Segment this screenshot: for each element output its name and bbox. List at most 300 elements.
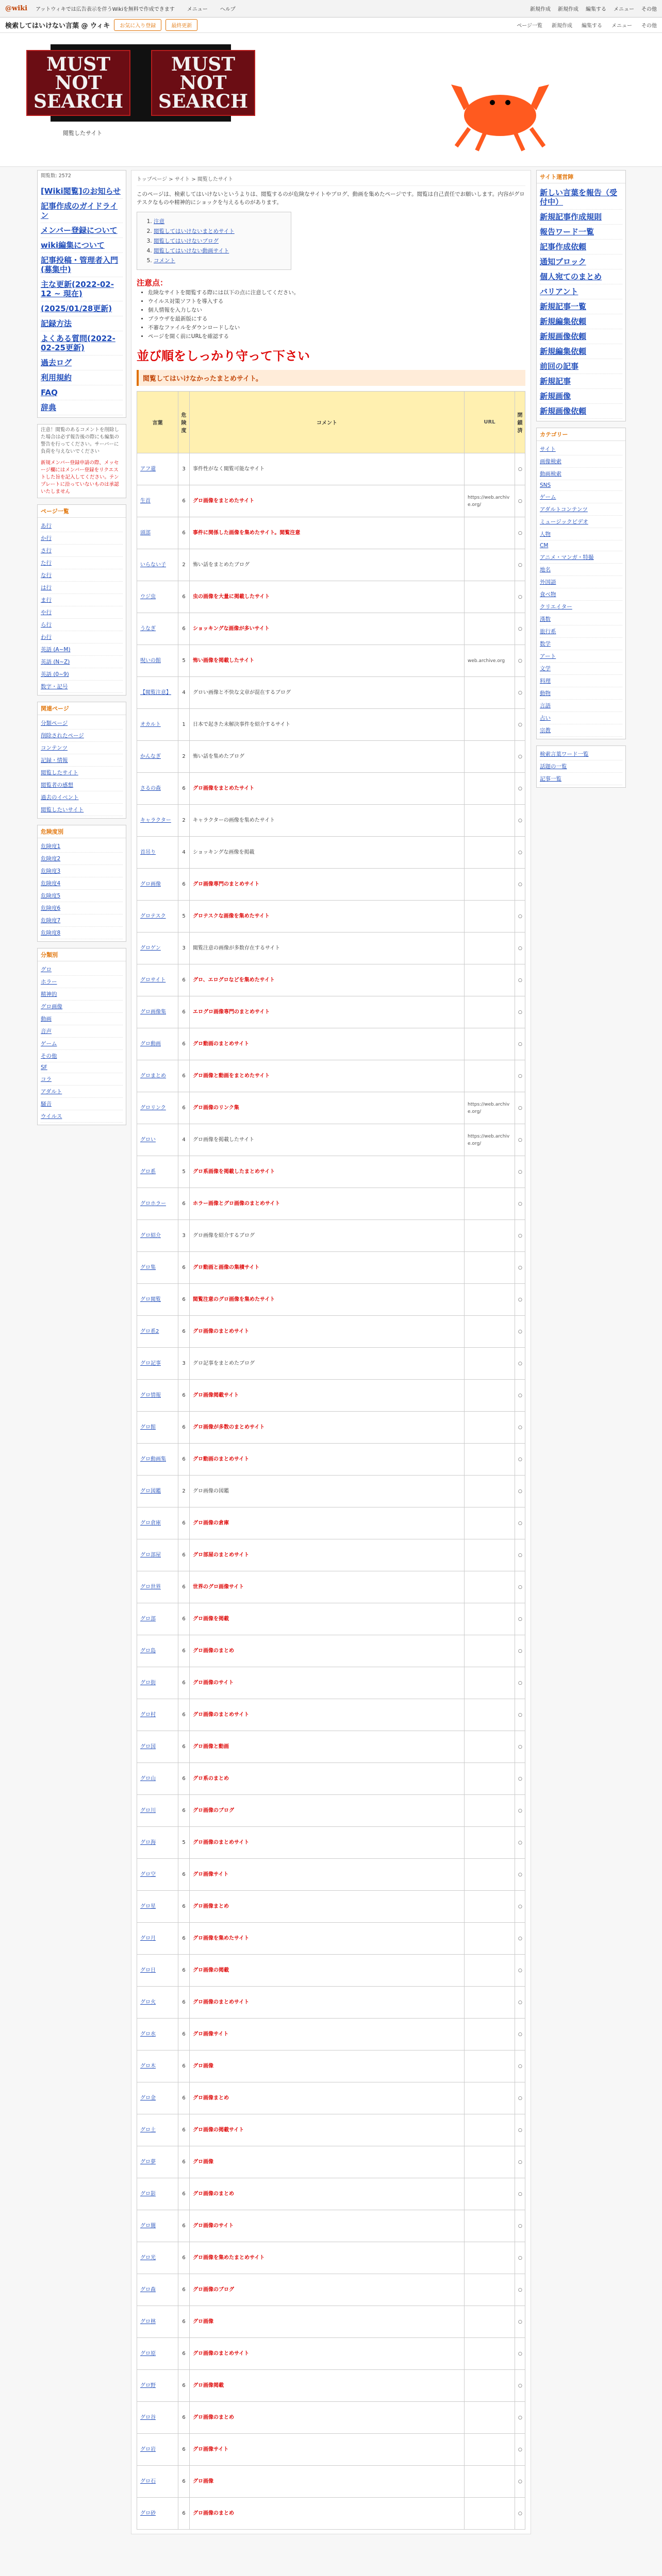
row-url[interactable] <box>465 837 515 869</box>
left-menu-item-link[interactable]: 記事作成のガイドライン <box>41 201 118 220</box>
tag-item-link[interactable]: 危険度8 <box>41 930 61 936</box>
row-url[interactable] <box>465 1667 515 1699</box>
tag-item[interactable] <box>41 840 123 853</box>
row-url[interactable] <box>465 709 515 741</box>
related-item-link[interactable]: 削除されたページ <box>41 733 84 739</box>
tag-item[interactable] <box>41 902 123 914</box>
row-name[interactable] <box>137 1635 178 1667</box>
row-url[interactable] <box>465 2178 515 2210</box>
row-name-link[interactable]: グロ野 <box>140 2382 156 2388</box>
related-item[interactable] <box>41 804 123 816</box>
genre-item-link[interactable]: 騒音 <box>41 1101 52 1107</box>
row-name[interactable] <box>137 1028 178 1060</box>
genre-item-link[interactable]: 動画 <box>41 1016 52 1022</box>
row-url[interactable] <box>465 2338 515 2370</box>
row-url[interactable] <box>465 2210 515 2242</box>
category-item-link[interactable]: 数学 <box>540 641 551 647</box>
row-url[interactable] <box>465 2146 515 2178</box>
right-big-item[interactable] <box>540 210 622 225</box>
right-big-item-link[interactable]: 記事作成依頼 <box>540 242 587 251</box>
right-big-item-link[interactable]: 新規記事作成規則 <box>540 212 602 222</box>
row-name[interactable] <box>137 869 178 901</box>
category-item[interactable] <box>540 675 622 687</box>
category-item[interactable] <box>540 455 622 468</box>
category-item-link[interactable]: SNS <box>540 482 551 488</box>
row-url[interactable] <box>465 2434 515 2466</box>
left-menu-item[interactable] <box>41 223 123 238</box>
left-menu-item[interactable] <box>41 355 123 370</box>
genre-item[interactable] <box>41 1073 123 1086</box>
right-big-item-link[interactable]: 新規画像依頼 <box>540 406 587 416</box>
row-name[interactable] <box>137 2019 178 2050</box>
category-item-link[interactable]: サイト <box>540 446 556 452</box>
category-item-link[interactable]: CM <box>540 543 549 549</box>
row-name[interactable] <box>137 1923 178 1955</box>
row-name[interactable] <box>137 1156 178 1188</box>
row-name-link[interactable]: グロ森 <box>140 2286 156 2293</box>
category-item-link[interactable]: アート <box>540 653 556 659</box>
row-name-link[interactable]: グロ情報 <box>140 1392 161 1398</box>
right-big-item-link[interactable]: 新規編集依頼 <box>540 347 587 356</box>
row-name-link[interactable]: グロ海 <box>140 1839 156 1845</box>
category-item-link[interactable]: 文学 <box>540 666 551 672</box>
category-item[interactable] <box>540 724 622 737</box>
index-item[interactable] <box>41 582 123 594</box>
related-item[interactable] <box>41 779 123 791</box>
row-name-link[interactable]: グロ木 <box>140 2063 156 2069</box>
tag-item[interactable] <box>41 914 123 927</box>
left-menu-item[interactable] <box>41 385 123 400</box>
row-name-link[interactable]: グロ動画 <box>140 1041 161 1047</box>
tag-item-link[interactable]: 危険度7 <box>41 918 61 924</box>
left-menu-item[interactable] <box>41 331 123 355</box>
tag-item[interactable] <box>41 877 123 890</box>
genre-item[interactable] <box>41 1086 123 1098</box>
right-big-item-link[interactable]: 新規画像依頼 <box>540 332 587 341</box>
row-url[interactable] <box>465 677 515 709</box>
genre-item-link[interactable]: 精神的 <box>41 991 57 997</box>
row-url[interactable] <box>465 2019 515 2050</box>
genre-item[interactable] <box>41 1050 123 1062</box>
category-item[interactable] <box>540 576 622 588</box>
index-item[interactable] <box>41 681 123 693</box>
row-name[interactable] <box>137 1955 178 1987</box>
index-item-link[interactable]: ま行 <box>41 597 52 603</box>
right-link-item-link[interactable]: 検索言葉ワード一覧 <box>540 751 589 757</box>
row-name[interactable] <box>137 2082 178 2114</box>
genre-item[interactable] <box>41 1038 123 1050</box>
row-name-link[interactable]: グロまとめ <box>140 1073 166 1079</box>
row-url[interactable] <box>465 1188 515 1220</box>
row-name[interactable] <box>137 1284 178 1316</box>
row-name[interactable] <box>137 1763 178 1795</box>
row-url[interactable] <box>465 1955 515 1987</box>
index-item[interactable] <box>41 668 123 681</box>
row-name[interactable] <box>137 581 178 613</box>
genre-item-link[interactable]: ゲーム <box>41 1041 57 1047</box>
row-url[interactable] <box>465 964 515 996</box>
left-menu-item-link[interactable]: 利用規約 <box>41 373 72 382</box>
row-name-link[interactable]: グロ街 <box>140 1680 156 1686</box>
row-name-link[interactable]: グロ記事 <box>140 1360 161 1366</box>
header-dead[interactable]: 閉鎖済 <box>515 392 525 453</box>
row-name-link[interactable]: グロ金 <box>140 2095 156 2101</box>
row-name[interactable] <box>137 1731 178 1763</box>
row-url[interactable] <box>465 2466 515 2498</box>
index-item[interactable] <box>41 557 123 569</box>
category-item-link[interactable]: 占い <box>540 715 551 721</box>
menu-link[interactable]: メニュー <box>611 23 632 29</box>
row-url[interactable] <box>465 2274 515 2306</box>
row-name[interactable] <box>137 773 178 805</box>
row-url[interactable] <box>465 549 515 581</box>
row-name-link[interactable]: グロ図鑑 <box>140 1488 161 1494</box>
toc-item-link[interactable]: コメント <box>154 258 175 264</box>
left-menu-item[interactable] <box>41 301 123 316</box>
row-name[interactable] <box>137 1571 178 1603</box>
row-name-link[interactable]: グロ島 <box>140 1648 156 1654</box>
row-name-link[interactable]: グロサイト <box>140 977 166 983</box>
row-name[interactable] <box>137 1603 178 1635</box>
row-name[interactable] <box>137 613 178 645</box>
tag-item-link[interactable]: 危険度6 <box>41 905 61 911</box>
row-name-link[interactable]: 首吊り <box>140 849 156 855</box>
row-name-link[interactable]: グロ倉庫 <box>140 1520 161 1526</box>
row-url[interactable]: web.archive.org <box>465 645 515 677</box>
genre-item[interactable] <box>41 988 123 1001</box>
tag-item-link[interactable]: 危険度5 <box>41 893 61 899</box>
category-item[interactable] <box>540 712 622 724</box>
category-item-link[interactable]: ミュージックビデオ <box>540 519 588 525</box>
row-url[interactable] <box>465 1348 515 1380</box>
category-item-link[interactable]: 動画検索 <box>540 471 561 477</box>
row-name-link[interactable]: グロ系2 <box>140 1328 159 1334</box>
toc-item-link[interactable]: 閲覧してはいけないまとめサイト <box>154 228 235 234</box>
row-url[interactable] <box>465 1763 515 1795</box>
category-item-link[interactable]: 料理 <box>540 678 551 684</box>
row-url[interactable] <box>465 1476 515 1507</box>
row-name[interactable] <box>137 2114 178 2146</box>
row-name[interactable] <box>137 2402 178 2434</box>
category-item[interactable] <box>540 503 622 516</box>
row-name-link[interactable]: グロ川 <box>140 1807 156 1814</box>
category-item[interactable] <box>540 613 622 625</box>
row-name-link[interactable]: 【閲覧注意】 <box>140 689 171 696</box>
category-item-link[interactable]: 宗教 <box>540 727 551 734</box>
category-item-link[interactable]: アニメ・マンガ・特撮 <box>540 554 594 561</box>
left-menu-item-link[interactable]: よくある質問(2022-02-25更新) <box>41 334 115 352</box>
row-name-link[interactable]: グロ原 <box>140 2350 156 2357</box>
row-name[interactable] <box>137 1827 178 1859</box>
row-url[interactable] <box>465 1444 515 1476</box>
index-item-link[interactable]: 数字・記号 <box>41 684 68 690</box>
toc-item[interactable] <box>154 256 284 265</box>
row-name[interactable] <box>137 453 178 485</box>
row-url[interactable]: https://web.archive.org/ <box>465 485 515 517</box>
row-url[interactable] <box>465 1571 515 1603</box>
related-item[interactable] <box>41 742 123 754</box>
row-name-link[interactable]: 生首 <box>140 498 151 504</box>
toc-item[interactable] <box>154 236 284 246</box>
row-name-link[interactable]: グロ山 <box>140 1775 156 1782</box>
right-big-item-link[interactable]: 前回の記事 <box>540 362 579 371</box>
row-name-link[interactable]: さるの森 <box>140 785 161 791</box>
atwiki-logo[interactable]: @wiki <box>5 5 28 12</box>
row-name[interactable] <box>137 1220 178 1252</box>
row-url[interactable] <box>465 1987 515 2019</box>
left-menu-item-link[interactable]: FAQ <box>41 388 58 397</box>
row-name[interactable] <box>137 1667 178 1699</box>
row-name-link[interactable]: グロ星 <box>140 1903 156 1909</box>
toc-item-link[interactable]: 注意 <box>154 218 164 225</box>
row-name-link[interactable]: キャラクター <box>140 817 171 823</box>
row-url[interactable] <box>465 581 515 613</box>
toc-item[interactable] <box>154 226 284 236</box>
right-link-item[interactable] <box>540 760 622 773</box>
right-big-item[interactable] <box>540 389 622 404</box>
row-url[interactable] <box>465 901 515 933</box>
row-url[interactable] <box>465 1380 515 1412</box>
row-url[interactable] <box>465 1603 515 1635</box>
row-name[interactable] <box>137 996 178 1028</box>
related-item[interactable] <box>41 730 123 742</box>
right-big-item-link[interactable]: 新しい言葉を報告（受付中） <box>540 188 618 207</box>
row-url[interactable] <box>465 1284 515 1316</box>
row-url[interactable] <box>465 1699 515 1731</box>
genre-item-link[interactable]: 音声 <box>41 1028 52 1035</box>
row-url[interactable] <box>465 1220 515 1252</box>
right-link-item[interactable] <box>540 773 622 785</box>
left-menu-item-link[interactable]: wiki編集について <box>41 241 105 250</box>
genre-item[interactable] <box>41 1013 123 1025</box>
category-item[interactable] <box>540 491 622 503</box>
top-menu-item[interactable]: メニュー <box>187 7 208 12</box>
row-name-link[interactable]: グロ世界 <box>140 1584 161 1590</box>
top-right-item[interactable]: 編集する <box>586 7 606 12</box>
row-name-link[interactable]: グロ日 <box>140 1967 156 1973</box>
right-link-item[interactable] <box>540 748 622 760</box>
row-name[interactable] <box>137 2466 178 2498</box>
category-item-link[interactable]: 外国語 <box>540 579 556 585</box>
row-name-link[interactable]: グロ火 <box>140 1999 156 2005</box>
row-name-link[interactable]: グロ系 <box>140 1168 156 1175</box>
category-item[interactable] <box>540 625 622 638</box>
row-name-link[interactable]: ウジ虫 <box>140 594 156 600</box>
row-url[interactable] <box>465 1923 515 1955</box>
left-menu-item-link[interactable]: (2025/01/28更新) <box>41 304 112 313</box>
row-name-link[interactable]: グロ砂 <box>140 2510 156 2516</box>
row-url[interactable] <box>465 869 515 901</box>
right-big-item[interactable] <box>540 240 622 255</box>
genre-item[interactable] <box>41 963 123 976</box>
category-item[interactable] <box>540 638 622 650</box>
right-big-item[interactable] <box>540 185 622 210</box>
row-name[interactable] <box>137 677 178 709</box>
row-name-link[interactable]: グロ村 <box>140 1711 156 1718</box>
row-name-link[interactable]: グロ闇 <box>140 2223 156 2229</box>
right-big-item[interactable] <box>540 225 622 240</box>
index-item[interactable] <box>41 532 123 545</box>
row-name[interactable] <box>137 517 178 549</box>
row-url[interactable] <box>465 1060 515 1092</box>
genre-item-link[interactable]: グロ <box>41 967 52 973</box>
row-name[interactable] <box>137 2210 178 2242</box>
index-item[interactable] <box>41 631 123 643</box>
row-name[interactable] <box>137 1092 178 1124</box>
row-url[interactable] <box>465 517 515 549</box>
left-menu-item[interactable] <box>41 253 123 277</box>
header-level[interactable]: 危険度 <box>178 392 190 453</box>
favorite-button[interactable]: お気に入り登録 <box>114 19 161 31</box>
index-item-link[interactable]: 英語 (A~M) <box>41 647 71 653</box>
genre-item-link[interactable]: ウイルス <box>41 1113 62 1120</box>
tag-item-link[interactable]: 危険度2 <box>41 856 61 862</box>
header-comment[interactable]: コメント <box>190 392 465 453</box>
row-name[interactable] <box>137 2434 178 2466</box>
wiki-name[interactable]: 検索してはいけない言葉 @ ウィキ <box>5 22 110 30</box>
row-name-link[interactable]: グロ光 <box>140 2255 156 2261</box>
category-item[interactable] <box>540 551 622 564</box>
row-name[interactable] <box>137 1380 178 1412</box>
row-name[interactable] <box>137 741 178 773</box>
related-item-link[interactable]: 過去のイベント <box>41 794 79 801</box>
row-url[interactable] <box>465 2050 515 2082</box>
row-url[interactable] <box>465 773 515 805</box>
row-url[interactable] <box>465 2114 515 2146</box>
index-item-link[interactable]: 英語 (N~Z) <box>41 659 70 665</box>
row-name[interactable] <box>137 2146 178 2178</box>
index-item-link[interactable]: な行 <box>41 572 52 579</box>
row-url[interactable] <box>465 2498 515 2530</box>
top-right-item[interactable]: 新規作成 <box>558 7 578 12</box>
category-item[interactable] <box>540 588 622 601</box>
row-url[interactable] <box>465 1795 515 1827</box>
category-item-link[interactable]: 食べ物 <box>540 591 556 598</box>
right-big-item-link[interactable]: 新規画像 <box>540 392 571 401</box>
tag-item-link[interactable]: 危険度1 <box>41 843 61 850</box>
row-name[interactable] <box>137 933 178 964</box>
index-item-link[interactable]: さ行 <box>41 548 52 554</box>
right-big-item-link[interactable]: バリアント <box>540 287 578 296</box>
row-url[interactable] <box>465 996 515 1028</box>
edit-link[interactable]: 編集する <box>582 23 602 29</box>
index-item[interactable] <box>41 606 123 619</box>
category-item[interactable] <box>540 601 622 613</box>
row-name-link[interactable]: 頭部 <box>140 530 151 536</box>
category-item[interactable] <box>540 700 622 712</box>
row-name[interactable] <box>137 1987 178 2019</box>
row-name[interactable] <box>137 1412 178 1444</box>
genre-item-link[interactable]: ホラー <box>41 979 57 985</box>
row-name-link[interactable]: 呪いの館 <box>140 657 161 664</box>
index-item-link[interactable]: た行 <box>41 560 52 566</box>
genre-item-link[interactable]: コラ <box>41 1076 52 1082</box>
right-link-item-link[interactable]: 記事一覧 <box>540 776 561 782</box>
category-item-link[interactable]: 旅行系 <box>540 629 556 635</box>
index-item-link[interactable]: は行 <box>41 585 52 591</box>
row-name[interactable] <box>137 1348 178 1380</box>
row-url[interactable] <box>465 453 515 485</box>
row-name-link[interactable]: グロ林 <box>140 2318 156 2325</box>
row-name-link[interactable]: グロ紹介 <box>140 1232 161 1239</box>
row-name[interactable] <box>137 1316 178 1348</box>
row-url[interactable] <box>465 2306 515 2338</box>
right-big-item[interactable] <box>540 374 622 389</box>
row-name[interactable] <box>137 1060 178 1092</box>
row-url[interactable] <box>465 2242 515 2274</box>
left-menu-item[interactable] <box>41 184 123 199</box>
left-menu-item-link[interactable]: 記録方法 <box>41 319 72 328</box>
genre-item-link[interactable]: グロ画像 <box>41 1004 62 1010</box>
related-item[interactable] <box>41 717 123 730</box>
row-name[interactable] <box>137 1124 178 1156</box>
category-item-link[interactable]: 画像検索 <box>540 459 561 465</box>
right-big-item-link[interactable]: 新規記事一覧 <box>540 302 587 311</box>
index-item-link[interactable]: あ行 <box>41 523 52 529</box>
row-url[interactable] <box>465 2082 515 2114</box>
row-name[interactable] <box>137 2178 178 2210</box>
row-name[interactable] <box>137 2338 178 2370</box>
row-name[interactable] <box>137 485 178 517</box>
left-menu-item-link[interactable]: 主な更新(2022-02-12 ~ 現在) <box>41 280 114 298</box>
tag-item-link[interactable]: 危険度3 <box>41 868 61 874</box>
related-item-link[interactable]: 閲覧したいサイト <box>41 807 84 813</box>
row-name[interactable] <box>137 2242 178 2274</box>
index-item-link[interactable]: わ行 <box>41 634 52 640</box>
row-url[interactable] <box>465 805 515 837</box>
right-big-item[interactable] <box>540 255 622 269</box>
row-name-link[interactable]: グロ影 <box>140 2191 156 2197</box>
header-name[interactable]: 言葉 <box>137 392 178 453</box>
category-item[interactable] <box>540 564 622 576</box>
row-name-link[interactable]: グロ部 <box>140 1616 156 1622</box>
top-right-item[interactable]: その他 <box>641 7 657 12</box>
row-name[interactable] <box>137 645 178 677</box>
row-name-link[interactable]: グロリンク <box>140 1105 166 1111</box>
row-name[interactable] <box>137 709 178 741</box>
category-item[interactable] <box>540 687 622 700</box>
category-item-link[interactable]: 動物 <box>540 690 551 697</box>
right-big-item[interactable] <box>540 284 622 299</box>
category-item-link[interactable]: クリエイター <box>540 604 572 610</box>
category-item[interactable] <box>540 516 622 528</box>
row-name[interactable] <box>137 549 178 581</box>
row-name[interactable] <box>137 2306 178 2338</box>
row-name[interactable] <box>137 1188 178 1220</box>
index-item-link[interactable]: ら行 <box>41 622 52 628</box>
right-big-item[interactable] <box>540 329 622 344</box>
row-url[interactable]: https://web.archive.org/ <box>465 1124 515 1156</box>
row-name[interactable] <box>137 1476 178 1507</box>
right-big-item-link[interactable]: 通知ブロック <box>540 257 586 266</box>
genre-item-link[interactable]: その他 <box>41 1053 57 1059</box>
left-menu-item-link[interactable]: [Wiki閲覧]のお知らせ <box>41 187 121 196</box>
genre-item-link[interactable]: SF <box>41 1064 47 1071</box>
left-menu-item[interactable] <box>41 316 123 331</box>
row-url[interactable] <box>465 1412 515 1444</box>
left-menu-item[interactable] <box>41 277 123 301</box>
row-url[interactable] <box>465 1316 515 1348</box>
category-item-link[interactable]: 人物 <box>540 531 551 537</box>
header-url[interactable]: URL <box>465 392 515 453</box>
genre-item[interactable] <box>41 1001 123 1013</box>
row-name[interactable] <box>137 2370 178 2402</box>
row-name-link[interactable]: グロ土 <box>140 2127 156 2133</box>
row-name-link[interactable]: グロ動画集 <box>140 1456 166 1462</box>
genre-item[interactable] <box>41 1062 123 1073</box>
row-name-link[interactable]: グロ月 <box>140 1935 156 1941</box>
row-name-link[interactable]: オカルト <box>140 721 161 727</box>
